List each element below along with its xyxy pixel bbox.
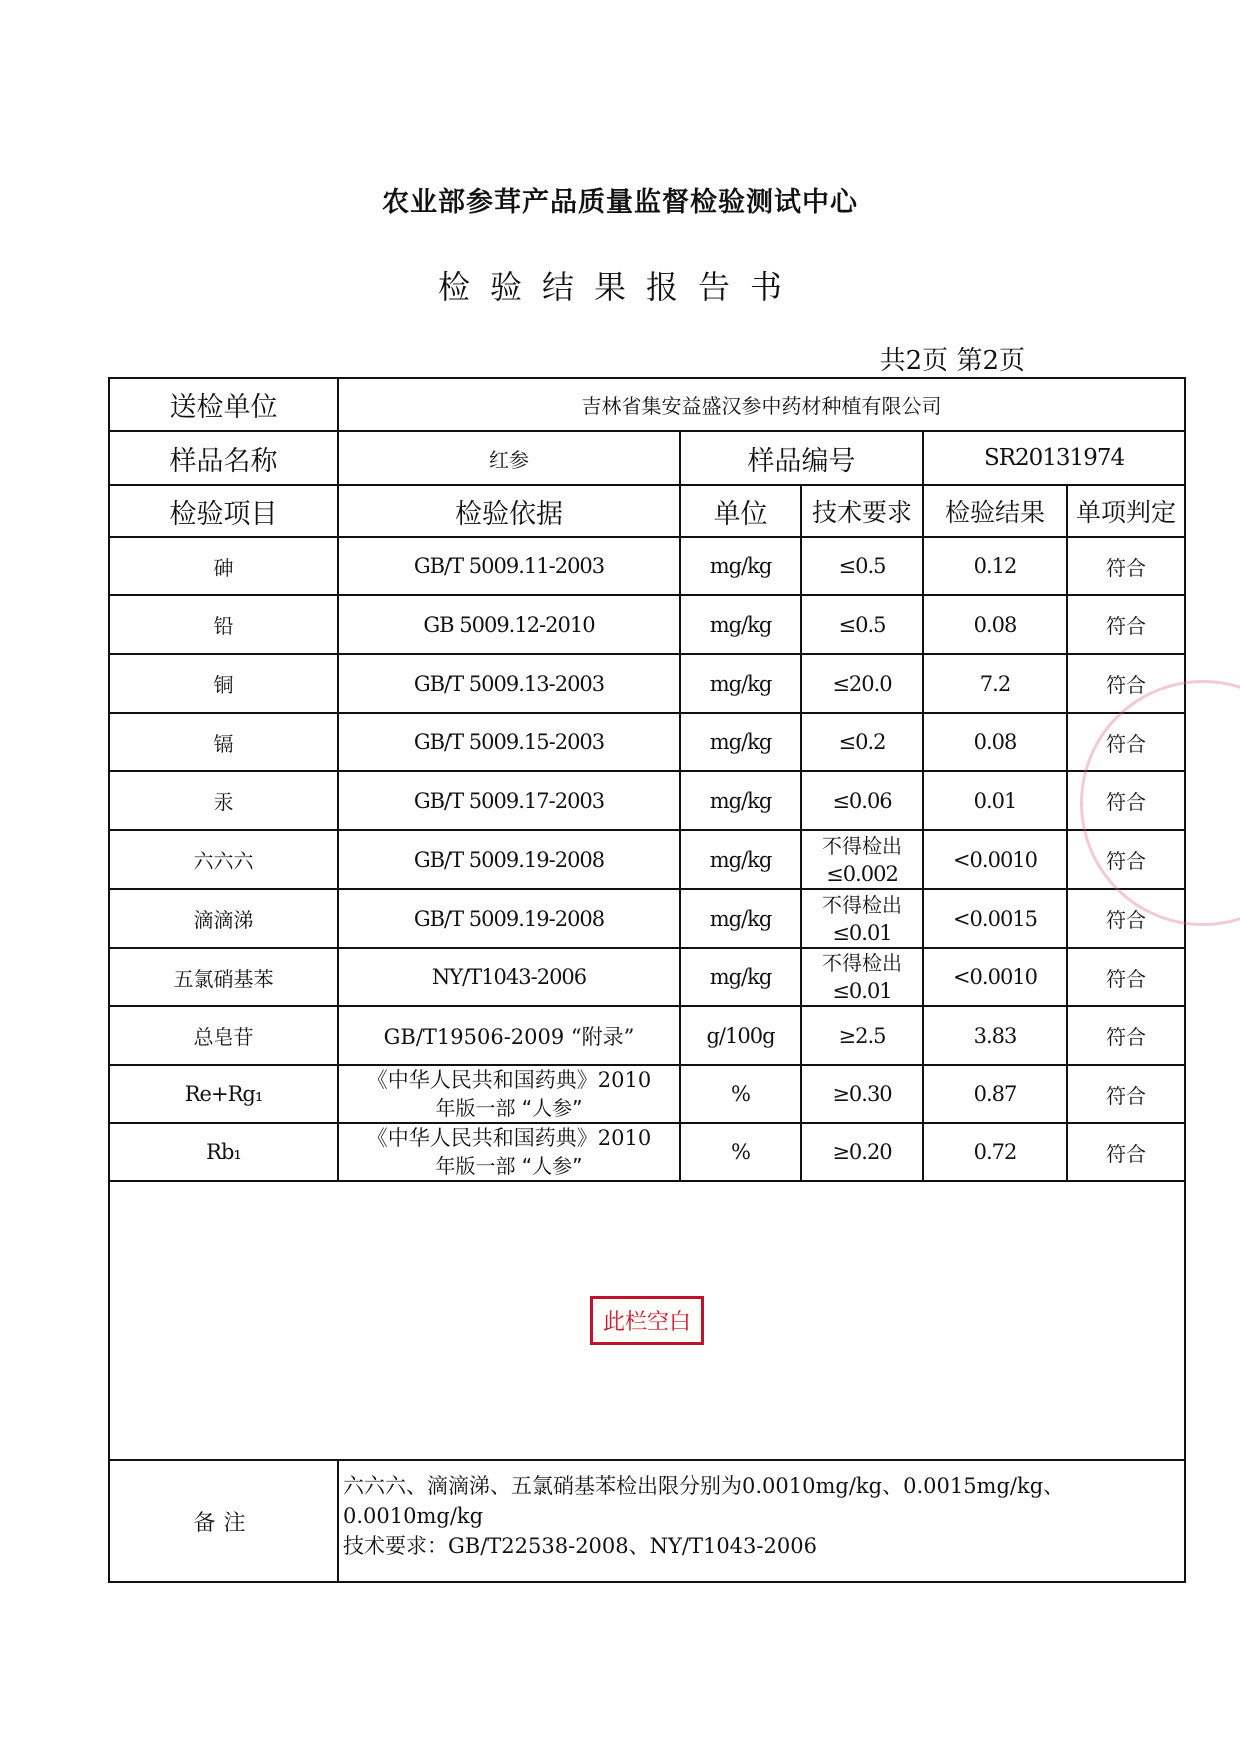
unit-cell: mg/kg: [680, 537, 801, 595]
requirement-cell: ≤0.5: [801, 595, 923, 654]
remarks-line: 六六六、滴滴涕、五氯硝基苯检出限分别为0.0010mg/kg、0.0015mg/kg、0.0010mg/kg: [343, 1474, 1065, 1528]
result-cell: 0.08: [923, 713, 1067, 771]
requirement-line: ≤0.002: [826, 861, 898, 886]
submitter-value: 吉林省集安益盛汉参中药材种植有限公司: [338, 378, 1185, 431]
basis-line: 年版一部 “人参”: [435, 1096, 583, 1120]
item-cell: 总皂苷: [109, 1006, 338, 1065]
result-cell: 7.2: [923, 654, 1067, 713]
table-row: [109, 830, 1185, 889]
remarks-label: 备注: [109, 1460, 338, 1582]
column-header: 检验项目: [109, 485, 338, 537]
item-cell: Rb₁: [109, 1123, 338, 1181]
remarks-line: 技术要求：GB/T22538-2008、NY/T1043-2006: [343, 1534, 817, 1558]
result-cell: 0.87: [923, 1065, 1067, 1123]
verdict-cell: 符合: [1067, 1065, 1185, 1123]
requirement-cell: [801, 830, 923, 889]
requirement-line: ≤0.01: [832, 920, 892, 945]
sample-row: [109, 431, 1185, 485]
verdict-cell: 符合: [1067, 889, 1185, 948]
verdict-cell: 符合: [1067, 537, 1185, 595]
requirement-cell: ≥0.20: [801, 1123, 923, 1181]
item-cell: 滴滴涕: [109, 889, 338, 948]
verdict-cell: 符合: [1067, 830, 1185, 889]
verdict-cell: 符合: [1067, 1123, 1185, 1181]
item-cell: Re+Rg₁: [109, 1065, 338, 1123]
table-row: [109, 537, 1185, 595]
verdict-cell: 符合: [1067, 948, 1185, 1006]
column-header: 单项判定: [1067, 485, 1185, 537]
requirement-cell: ≤0.2: [801, 713, 923, 771]
basis-cell: GB 5009.12-2010: [338, 595, 680, 654]
result-cell: <0.0010: [923, 830, 1067, 889]
requirement-line: ≤0.01: [832, 979, 892, 1003]
table-row: [109, 654, 1185, 713]
column-header: 单位: [680, 485, 801, 537]
verdict-cell: 符合: [1067, 654, 1185, 713]
table-row: [109, 1123, 1185, 1181]
table-row: [109, 595, 1185, 654]
sample-name-label: 样品名称: [109, 431, 338, 485]
unit-cell: %: [680, 1065, 801, 1123]
remarks-content: [338, 1460, 1185, 1582]
submitter-label: 送检单位: [109, 378, 338, 431]
document-title: 检验结果报告书: [437, 268, 802, 306]
verdict-cell: 符合: [1067, 595, 1185, 654]
blank-stamp: 此栏空白: [590, 1296, 704, 1345]
table-row: [109, 1006, 1185, 1065]
result-cell: 0.72: [923, 1123, 1067, 1181]
verdict-cell: 符合: [1067, 1006, 1185, 1065]
result-cell: 3.83: [923, 1006, 1067, 1065]
basis-line: 《中华人民共和国药典》2010: [366, 1068, 652, 1092]
basis-cell: GB/T 5009.19-2008: [338, 889, 680, 948]
item-cell: 铅: [109, 595, 338, 654]
item-cell: 五氯硝基苯: [109, 948, 338, 1006]
unit-cell: mg/kg: [680, 771, 801, 830]
item-cell: 六六六: [109, 830, 338, 889]
requirement-line: 不得检出: [822, 951, 902, 975]
blank-area: [109, 1181, 1185, 1460]
unit-cell: g/100g: [680, 1006, 801, 1065]
requirement-cell: ≤0.5: [801, 537, 923, 595]
result-cell: 0.01: [923, 771, 1067, 830]
column-header: 检验结果: [923, 485, 1067, 537]
column-header: 技术要求: [801, 485, 923, 537]
unit-cell: mg/kg: [680, 595, 801, 654]
item-cell: 镉: [109, 713, 338, 771]
remarks-row: [109, 1460, 1185, 1582]
item-cell: 铜: [109, 654, 338, 713]
item-cell: 汞: [109, 771, 338, 830]
item-cell: 砷: [109, 537, 338, 595]
verdict-cell: 符合: [1067, 713, 1185, 771]
basis-cell: GB/T 5009.15-2003: [338, 713, 680, 771]
unit-cell: mg/kg: [680, 713, 801, 771]
table-row: [109, 713, 1185, 771]
requirement-line: 不得检出: [822, 892, 902, 917]
requirement-cell: ≤0.06: [801, 771, 923, 830]
unit-cell: mg/kg: [680, 948, 801, 1006]
sample-name-value: 红参: [338, 431, 680, 485]
column-header: 检验依据: [338, 485, 680, 537]
requirement-cell: ≥0.30: [801, 1065, 923, 1123]
unit-cell: %: [680, 1123, 801, 1181]
basis-cell: [338, 1065, 680, 1123]
unit-cell: mg/kg: [680, 830, 801, 889]
page-count: 共2页 第2页: [879, 346, 1025, 376]
table-row: [109, 889, 1185, 948]
basis-cell: GB/T 5009.13-2003: [338, 654, 680, 713]
result-cell: 0.08: [923, 595, 1067, 654]
submitter-row: [109, 378, 1185, 431]
table-row: [109, 771, 1185, 830]
requirement-cell: ≥2.5: [801, 1006, 923, 1065]
org-title: 农业部参茸产品质量监督检验测试中心: [382, 187, 858, 218]
table-row: [109, 1065, 1185, 1123]
result-cell: 0.12: [923, 537, 1067, 595]
blank-row: [109, 1181, 1185, 1460]
verdict-cell: 符合: [1067, 771, 1185, 830]
report-table: [108, 377, 1186, 1583]
result-cell: <0.0010: [923, 948, 1067, 1006]
sample-no-value: SR20131974: [923, 431, 1185, 485]
basis-cell: GB/T 5009.17-2003: [338, 771, 680, 830]
basis-cell: GB/T 5009.11-2003: [338, 537, 680, 595]
requirement-line: 不得检出: [822, 833, 902, 858]
basis-cell: NY/T1043-2006: [338, 948, 680, 1006]
basis-cell: GB/T19506-2009 “附录”: [338, 1006, 680, 1065]
basis-cell: GB/T 5009.19-2008: [338, 830, 680, 889]
table-row: [109, 948, 1185, 1006]
unit-cell: mg/kg: [680, 889, 801, 948]
basis-cell: [338, 1123, 680, 1181]
result-cell: <0.0015: [923, 889, 1067, 948]
requirement-cell: ≤20.0: [801, 654, 923, 713]
basis-line: 年版一部 “人参”: [435, 1154, 583, 1178]
requirement-cell: [801, 948, 923, 1006]
basis-line: 《中华人民共和国药典》2010: [366, 1126, 652, 1150]
sample-no-label: 样品编号: [680, 431, 923, 485]
unit-cell: mg/kg: [680, 654, 801, 713]
column-header-row: [109, 485, 1185, 537]
requirement-cell: [801, 889, 923, 948]
